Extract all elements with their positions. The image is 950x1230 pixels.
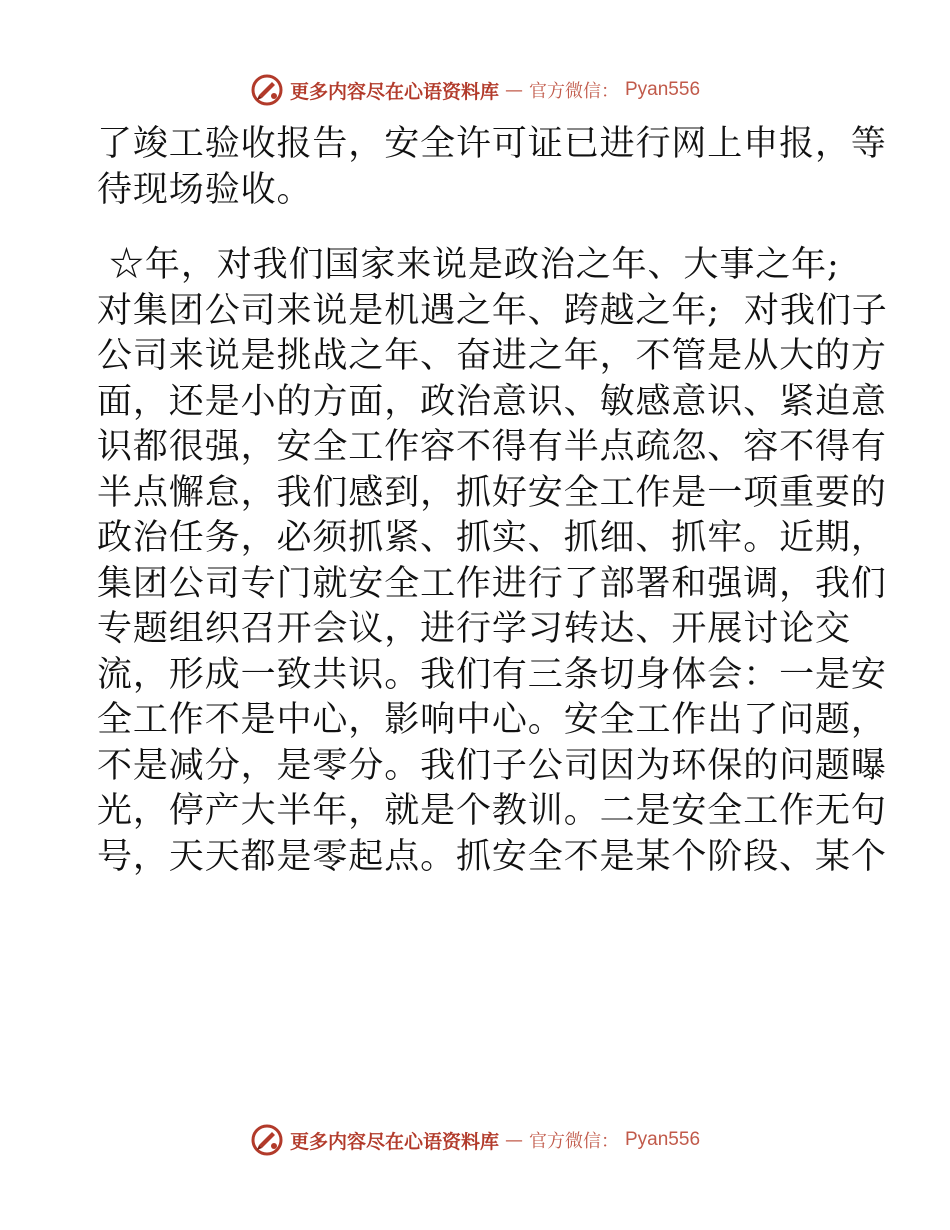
text-line: 流，形成一致共识。我们有三条切身体会：一是安 xyxy=(97,654,887,695)
paragraph-2 xyxy=(97,243,888,880)
text-line: 对集团公司来说是机遇之年、跨越之年; 对我们子 xyxy=(97,290,888,331)
text-line: ☆年，对我们国家来说是政治之年、大事之年; xyxy=(97,245,840,285)
footer-watermark xyxy=(0,1122,950,1158)
text-line: 号，天天都是零起点。抓安全不是某个阶段、某个 xyxy=(97,836,887,877)
watermark-wechat-id: Pyan556 xyxy=(625,1129,701,1150)
watermark-brand-text: 更多内容尽在心语资料库 xyxy=(289,80,499,103)
watermark-separator: — xyxy=(505,79,523,101)
paragraph-gap xyxy=(97,213,857,243)
text-line: 面，还是小的方面，政治意识、敏感意识、紧迫意 xyxy=(97,381,887,422)
text-line: 光，停产大半年，就是个教训。二是安全工作无句 xyxy=(97,791,887,831)
watermark-wechat-label: 官方微信： xyxy=(529,81,619,102)
text-line: 公司来说是挑战之年、奋进之年，不管是从大的方 xyxy=(97,336,887,376)
watermark-separator: — xyxy=(505,1129,523,1151)
text-line: 识都很强，安全工作容不得有半点疏忽、容不得有 xyxy=(97,427,887,467)
text-line: 半点懈怠，我们感到，抓好安全工作是一项重要的 xyxy=(97,472,887,513)
brand-logo-icon xyxy=(250,1123,284,1157)
brand-logo-icon xyxy=(250,73,284,107)
text-line: 不是减分，是零分。我们子公司因为环保的问题曝 xyxy=(97,745,887,786)
text-line: 待现场验收。 xyxy=(97,169,313,210)
header-watermark xyxy=(0,72,950,108)
paragraph-1 xyxy=(97,122,887,213)
watermark-wechat-label: 官方微信： xyxy=(529,1131,619,1152)
text-line: 了竣工验收报告，安全许可证已进行网上申报，等 xyxy=(97,124,887,164)
watermark-wechat-id: Pyan556 xyxy=(625,79,701,100)
text-line: 全工作不是中心，影响中心。安全工作出了问题， xyxy=(97,700,887,740)
watermark-brand-text: 更多内容尽在心语资料库 xyxy=(289,1130,499,1153)
text-line: 集团公司专门就安全工作进行了部署和强调，我们 xyxy=(97,563,887,604)
text-line: 政治任务，必须抓紧、抓实、抓细、抓牢。近期， xyxy=(97,518,887,558)
text-line: 专题组织召开会议，进行学习转达、开展讨论交 xyxy=(97,609,851,649)
document-body xyxy=(97,122,888,880)
